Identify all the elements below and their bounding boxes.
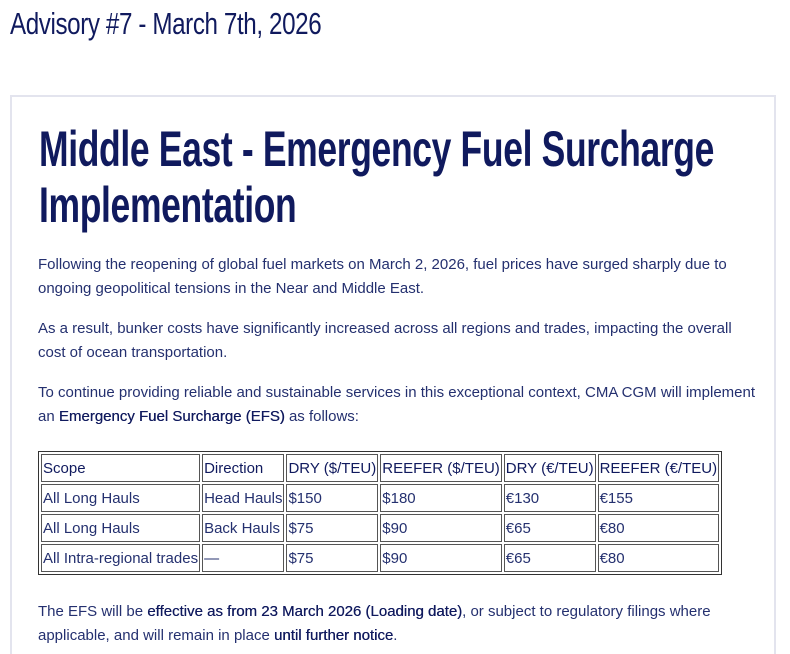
cell-scope: All Long Hauls [41,484,200,512]
header-reefer-usd: REEFER ($/TEU) [380,454,502,482]
effective-date-bold: effective as from 23 March 2026 (Loading date) [147,603,463,620]
header-dry-usd: DRY ($/TEU) [286,454,378,482]
efs-table [38,451,722,575]
cell-dry-eur: €65 [504,514,596,542]
cell-dry-eur: €130 [504,484,596,512]
cell-dry-usd: $75 [286,544,378,572]
cell-dry-eur: €65 [504,544,596,572]
cell-scope: All Long Hauls [41,514,200,542]
advisory-title: Advisory #7 - March 7th, 2026 [10,6,322,41]
table-row [41,544,719,572]
efs-intro-tail: as follows: [284,408,359,425]
intro-paragraph: Following the reopening of global fuel markets on March 2, 2026, fuel prices have surged sharply due to ongoing geopolitical tensions in the Near and Middle East. [38,256,727,297]
effective-date-paragraph [38,600,758,648]
cell-direction: Back Hauls [202,514,284,542]
cell-direction: Head Hauls [202,484,284,512]
efs-intro-paragraph [38,381,758,429]
effective-text-b: , or subject to regulatory filings where applicable, and will remain in place [38,603,711,644]
table-row [41,484,719,512]
table-row [41,514,719,542]
header-dry-eur: DRY (€/TEU) [504,454,596,482]
cell-reefer-eur: €155 [598,484,720,512]
effective-text-c: . [393,627,398,644]
cell-reefer-usd: $90 [380,544,502,572]
advisory-card [10,95,776,654]
cell-reefer-eur: €80 [598,514,720,542]
cell-direction: — [202,544,284,572]
cell-reefer-usd: $90 [380,514,502,542]
table-header-row [41,454,719,482]
card-title: Middle East - Emergency Fuel Surcharge Implementation [39,121,715,233]
bunker-cost-paragraph: As a result, bunker costs have significantly increased across all regions and trades, impacting the overall cost of ocean transportation. [38,320,732,361]
cell-scope: All Intra-regional trades [41,544,200,572]
cell-reefer-usd: $180 [380,484,502,512]
header-direction: Direction [202,454,284,482]
cell-dry-usd: $150 [286,484,378,512]
cell-reefer-eur: €80 [598,544,720,572]
header-scope: Scope [41,454,200,482]
efs-name-bold: Emergency Fuel Surcharge (EFS) [58,408,285,425]
effective-text-a: The EFS will be [38,603,148,620]
header-reefer-eur: REEFER (€/TEU) [598,454,720,482]
efs-intro-text: To continue providing reliable and sustainable services in this exceptional context, CMA CGM will implement an [38,384,756,425]
until-notice-bold: until further notice [273,627,394,644]
cell-dry-usd: $75 [286,514,378,542]
